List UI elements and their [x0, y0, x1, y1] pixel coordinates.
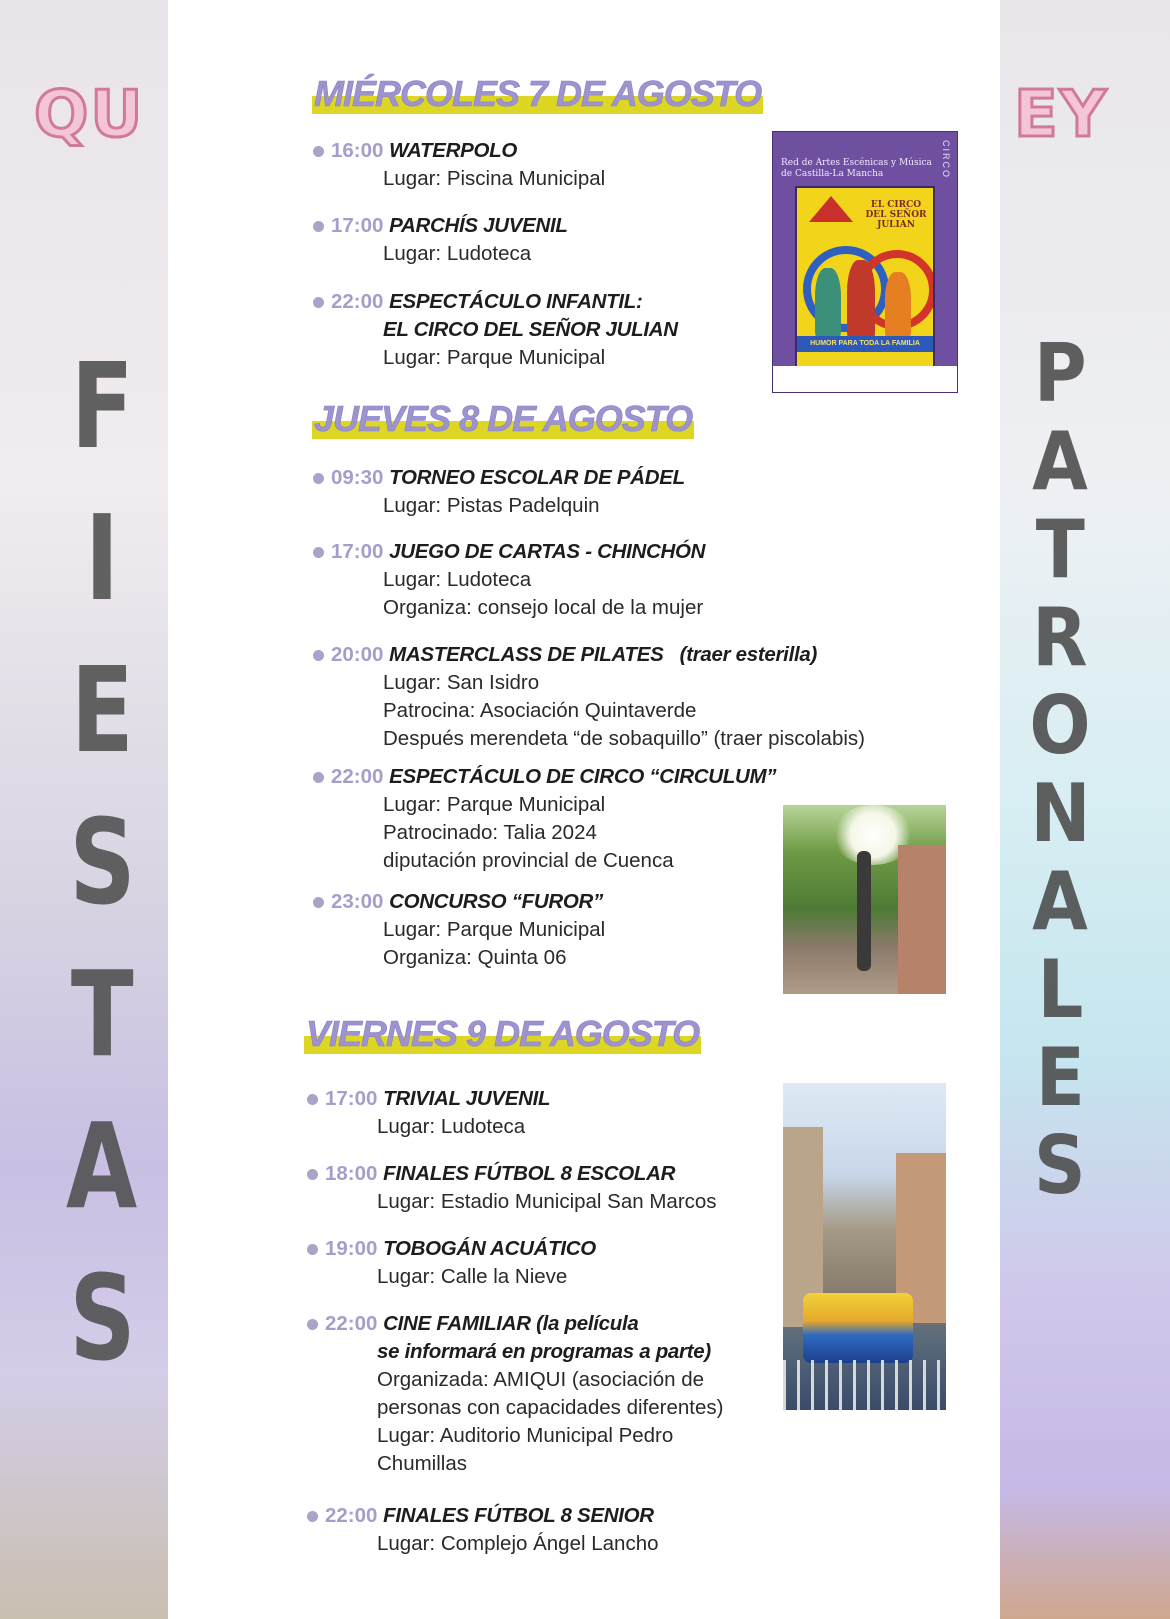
bullet-dot-icon — [313, 897, 324, 908]
event-detail: Lugar: Parque Municipal — [383, 793, 606, 816]
fiestas-vertical-word — [52, 330, 152, 1394]
event-detail: Después merendeta “de sobaquillo” (traer piscolabis) — [383, 727, 865, 750]
event-detail: Lugar: Auditorio Municipal Pedro — [377, 1424, 674, 1447]
letter: S — [1034, 1119, 1086, 1212]
event-detail: Organiza: consejo local de la mujer — [383, 596, 704, 619]
event-detail: Patrocinado: Talia 2024 — [383, 821, 597, 844]
event-title: JUEGO DE CARTAS - CHINCHÓN — [389, 540, 706, 563]
event-time: 22:00 — [325, 1312, 378, 1335]
left-top-word: QU — [34, 78, 145, 152]
event-detail: Lugar: Ludoteca — [383, 242, 532, 265]
event-detail: Lugar: Calle la Nieve — [377, 1265, 568, 1288]
event-detail: Chumillas — [377, 1452, 467, 1475]
letter: T — [70, 945, 134, 1083]
event-item — [313, 137, 605, 193]
event-title: TORNEO ESCOLAR DE PÁDEL — [389, 466, 685, 489]
event-item — [307, 1310, 723, 1478]
event-item — [313, 763, 776, 875]
event-time: 17:00 — [325, 1087, 378, 1110]
event-title: ESPECTÁCULO INFANTIL: — [389, 290, 643, 313]
event-detail: Organizada: AMIQUI (asociación de — [377, 1368, 705, 1391]
day-heading: VIERNES 9 DE AGOSTO — [306, 1013, 700, 1054]
event-title: CINE FAMILIAR (la película — [383, 1312, 639, 1335]
event-title: FINALES FÚTBOL 8 ESCOLAR — [383, 1162, 676, 1185]
circus-poster-image — [772, 131, 958, 393]
poster-side-label: CIRCO — [941, 140, 951, 179]
event-item — [313, 538, 705, 622]
day-heading: JUEVES 8 DE AGOSTO — [314, 398, 693, 439]
letter: P — [1033, 327, 1087, 420]
patronales-vertical-word — [1012, 327, 1108, 1212]
poster-title: EL CIRCO DEL SEÑOR JULIAN — [865, 200, 927, 230]
event-time: 09:30 — [331, 466, 384, 489]
letter: S — [68, 1249, 136, 1387]
poster-tagline: HUMOR PARA TODA LA FAMILIA — [797, 336, 933, 352]
day-heading: MIÉRCOLES 7 DE AGOSTO — [314, 73, 762, 114]
letter: O — [1029, 679, 1091, 772]
event-detail: Lugar: Estadio Municipal San Marcos — [377, 1190, 717, 1213]
event-detail: Lugar: Complejo Ángel Lancho — [377, 1532, 659, 1555]
letter: R — [1032, 591, 1088, 684]
bullet-dot-icon — [313, 650, 324, 661]
event-item — [313, 288, 678, 372]
bullet-dot-icon — [307, 1094, 318, 1105]
event-detail: Organiza: Quinta 06 — [383, 946, 567, 969]
letter: A — [1032, 415, 1088, 508]
event-title-continued: se informará en programas a parte) — [377, 1340, 711, 1363]
letter: I — [84, 489, 120, 627]
event-time: 22:00 — [331, 765, 384, 788]
bullet-dot-icon — [313, 221, 324, 232]
event-item — [313, 641, 865, 753]
event-time: 17:00 — [331, 214, 384, 237]
bullet-dot-icon — [307, 1244, 318, 1255]
event-detail: Lugar: Piscina Municipal — [383, 167, 606, 190]
letter: T — [1035, 503, 1085, 596]
event-time: 17:00 — [331, 540, 384, 563]
event-detail: personas con capacidades diferentes) — [377, 1396, 724, 1419]
poster-network-text: Red de Artes Escénicas y Música de Castilla-La Mancha — [781, 158, 932, 179]
letter: A — [66, 1097, 138, 1235]
letter: E — [70, 641, 134, 779]
bullet-dot-icon — [313, 772, 324, 783]
letter: N — [1029, 767, 1091, 860]
bullet-dot-icon — [313, 297, 324, 308]
event-item — [313, 888, 605, 972]
event-detail: Lugar: Ludoteca — [383, 568, 532, 591]
event-time: 19:00 — [325, 1237, 378, 1260]
event-item — [307, 1160, 717, 1216]
letter: A — [1032, 855, 1088, 948]
bullet-dot-icon — [313, 547, 324, 558]
event-time: 22:00 — [325, 1504, 378, 1527]
event-detail: diputación provincial de Cuenca — [383, 849, 674, 872]
event-title: ESPECTÁCULO DE CIRCO “CIRCULUM” — [389, 765, 777, 788]
event-title: FINALES FÚTBOL 8 SENIOR — [383, 1504, 654, 1527]
event-title: MASTERCLASS DE PILATES (traer esterilla) — [389, 643, 818, 666]
letter: E — [1035, 1031, 1085, 1124]
event-title: WATERPOLO — [389, 139, 518, 162]
event-time: 16:00 — [331, 139, 384, 162]
event-item — [307, 1085, 550, 1141]
event-time: 23:00 — [331, 890, 384, 913]
acrobat-photo — [783, 805, 946, 994]
event-detail: Lugar: Ludoteca — [377, 1115, 526, 1138]
event-item — [313, 464, 685, 520]
event-detail: Patrocina: Asociación Quintaverde — [383, 699, 697, 722]
bullet-dot-icon — [307, 1169, 318, 1180]
event-detail: Lugar: Pistas Padelquin — [383, 494, 600, 517]
left-decorative-panel — [0, 0, 168, 1619]
event-title: CONCURSO “FUROR” — [389, 890, 604, 913]
bullet-dot-icon — [313, 473, 324, 484]
bullet-dot-icon — [307, 1511, 318, 1522]
event-time: 20:00 — [331, 643, 384, 666]
event-title-continued: EL CIRCO DEL SEÑOR JULIAN — [383, 318, 678, 341]
bullet-dot-icon — [313, 146, 324, 157]
event-detail: Lugar: Parque Municipal — [383, 346, 606, 369]
right-top-word: EY — [1014, 78, 1109, 152]
event-title: TRIVIAL JUVENIL — [383, 1087, 551, 1110]
water-slide-photo — [783, 1083, 946, 1410]
event-detail: Lugar: San Isidro — [383, 671, 540, 694]
event-item — [307, 1502, 659, 1558]
bullet-dot-icon — [307, 1319, 318, 1330]
event-item — [313, 212, 568, 268]
event-time: 22:00 — [331, 290, 384, 313]
event-item — [307, 1235, 596, 1291]
event-title: PARCHÍS JUVENIL — [389, 214, 568, 237]
letter: L — [1037, 943, 1083, 1036]
letter: F — [70, 337, 134, 475]
letter: S — [68, 793, 136, 931]
event-detail: Lugar: Parque Municipal — [383, 918, 606, 941]
event-time: 18:00 — [325, 1162, 378, 1185]
event-title: TOBOGÁN ACUÁTICO — [383, 1237, 596, 1260]
